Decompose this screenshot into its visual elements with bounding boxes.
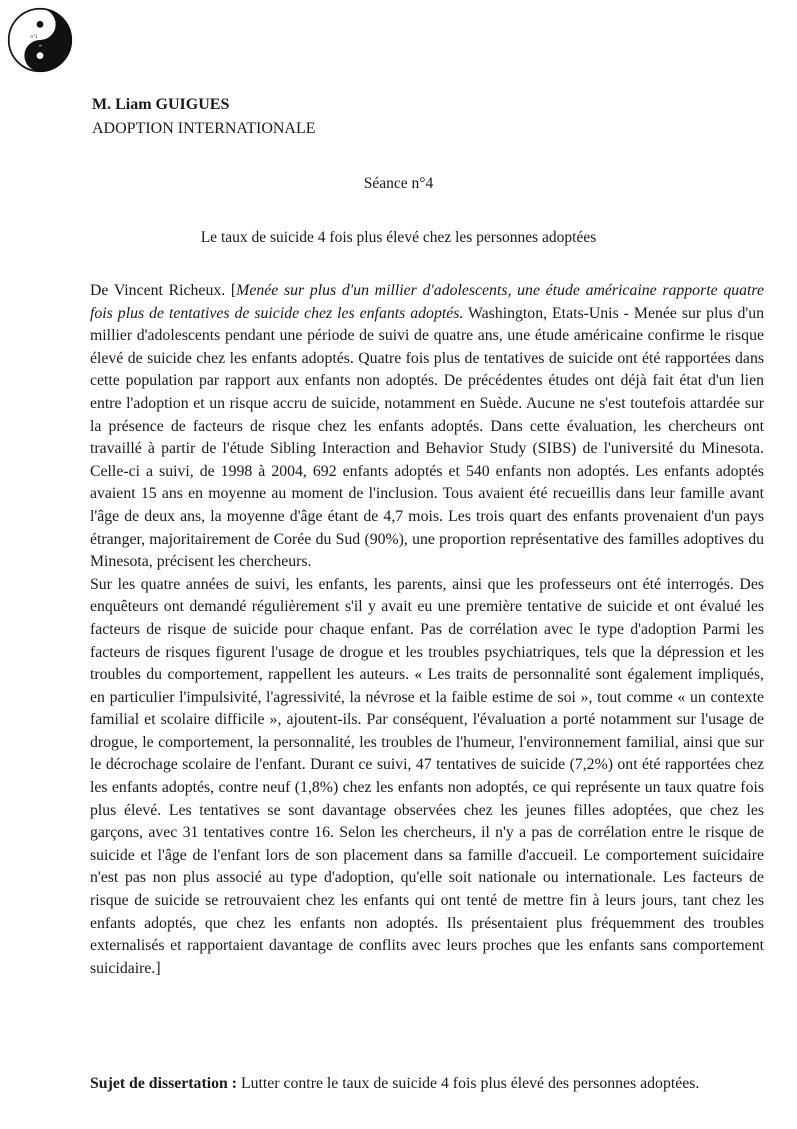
article-body (90, 280, 764, 980)
document-subtitle: Le taux de suicide 4 fois plus élevé chez les personnes adoptées (200, 229, 597, 246)
yin-yang-logo (6, 6, 74, 74)
subject-label: Sujet de dissertation : (90, 1075, 237, 1092)
dissertation-subject (90, 1073, 770, 1095)
document-header (92, 93, 316, 141)
author-name: M. Liam GUIGUES (92, 96, 230, 113)
article-paragraph-1 (90, 280, 764, 574)
article-paragraph-1-text: Washington, Etats-Unis - Menée sur plus d'un millier d'adolescents pendant une période de suivi de quatre ans, une étude américaine confirme le risque élevé de suicide chez les enfants adoptés. Quatre fois plus de tentatives de suicide ont été rapportées dans cette population par rapport aux enfants non adoptés. De précédentes études ont déjà fait état d'un lien entre l'adoption et un risque accru de suicide, notamment en Suède. Aucune ne s'est toutefois attardée sur la présence de facteurs de risque chez les enfants adoptés. Dans cette évaluation, les chercheurs ont travaillé à partir de l'étude Sibling Interaction and Behavior Study (SIBS) de l'université du Minesota. Celle-ci a suivi, de 1998 à 2004, 692 enfants adoptés et 540 enfants non adoptés. Les enfants adoptés avaient 15 ans en moyenne au moment de l'inclusion. Tous avaient été recueillis dans leur famille avant l'âge de deux ans, la moyenne d'âge étant de 4,7 mois. Les trois quart des enfants provenaient d'un pays étranger, majoritairement de Corée du Sud (90%), une proportion représentative des familles adoptives du Minesota, précisent les chercheurs. (90, 304, 764, 571)
article-byline: De Vincent Richeux. [ (90, 282, 237, 299)
article-lead-italic: Menée sur plus d'un millier d'adolescents, une étude américaine rapporte quatre fois plus de tentatives de suicide chez les enfants adoptés. (90, 282, 764, 322)
article-paragraph-2: Sur les quatre années de suivi, les enfants, les parents, ainsi que les professeurs ont été interrogés. Des enquêteurs ont demandé régulièrement s'il y avait eu une première tentative de suicide et ont évalué les facteurs de risque de suicide pour chaque enfant. Pas de corrélation avec le type d'adoption Parmi les facteurs de risques figurent l'usage de drogue et les troubles psychiatriques, tels que la dépression et les troubles du comportement, rappellent les auteurs. « Les traits de personnalité sont également impliqués, en particulier l'impulsivité, l'agressivité, la névrose et la faible estime de soi », tout comme « un contexte familial et scolaire difficile », ajoutent-ils. Par conséquent, l'évaluation a porté notamment sur l'usage de drogue, le comportement, la personnalité, les troubles de l'humeur, l'environnement familial, ainsi que sur le décrochage scolaire de l'enfant. Durant ce suivi, 47 tentatives de suicide (7,2%) ont été rapportées chez les enfants adoptés, contre neuf (1,8%) chez les enfants non adoptés, ce qui représente un taux quatre fois plus élevé. Les tentatives se sont davantage observées chez les jeunes filles adoptées, que chez les garçons, avec 31 tentatives contre 16. Selon les chercheurs, il n'y a pas de corrélation entre le risque de suicide et l'âge de l'enfant lors de son placement dans sa famille d'accueil. Le comportement suicidaire n'est pas non plus associé au type d'adoption, qu'elle soit nationale ou internationale. Les facteurs de risque de suicide se retrouvaient chez les enfants qui ont tenté de mettre fin à leurs jours, tant chez les enfants adoptés, que chez les enfants non adoptés. Ils présentaient plus fréquemment des troubles externalisés et rapportaient davantage de conflits avec leurs proches que les enfants sans comportement suicidaire.] (90, 575, 764, 977)
subject-text: Lutter contre le taux de suicide 4 fois plus élevé des personnes adoptées. (237, 1075, 700, 1092)
course-title: ADOPTION INTERNATIONALE (92, 120, 316, 137)
logo-text-top: n°1 (30, 33, 38, 39)
logo-text-bottom: fr (39, 43, 42, 48)
session-number: Séance n°4 (363, 175, 434, 192)
